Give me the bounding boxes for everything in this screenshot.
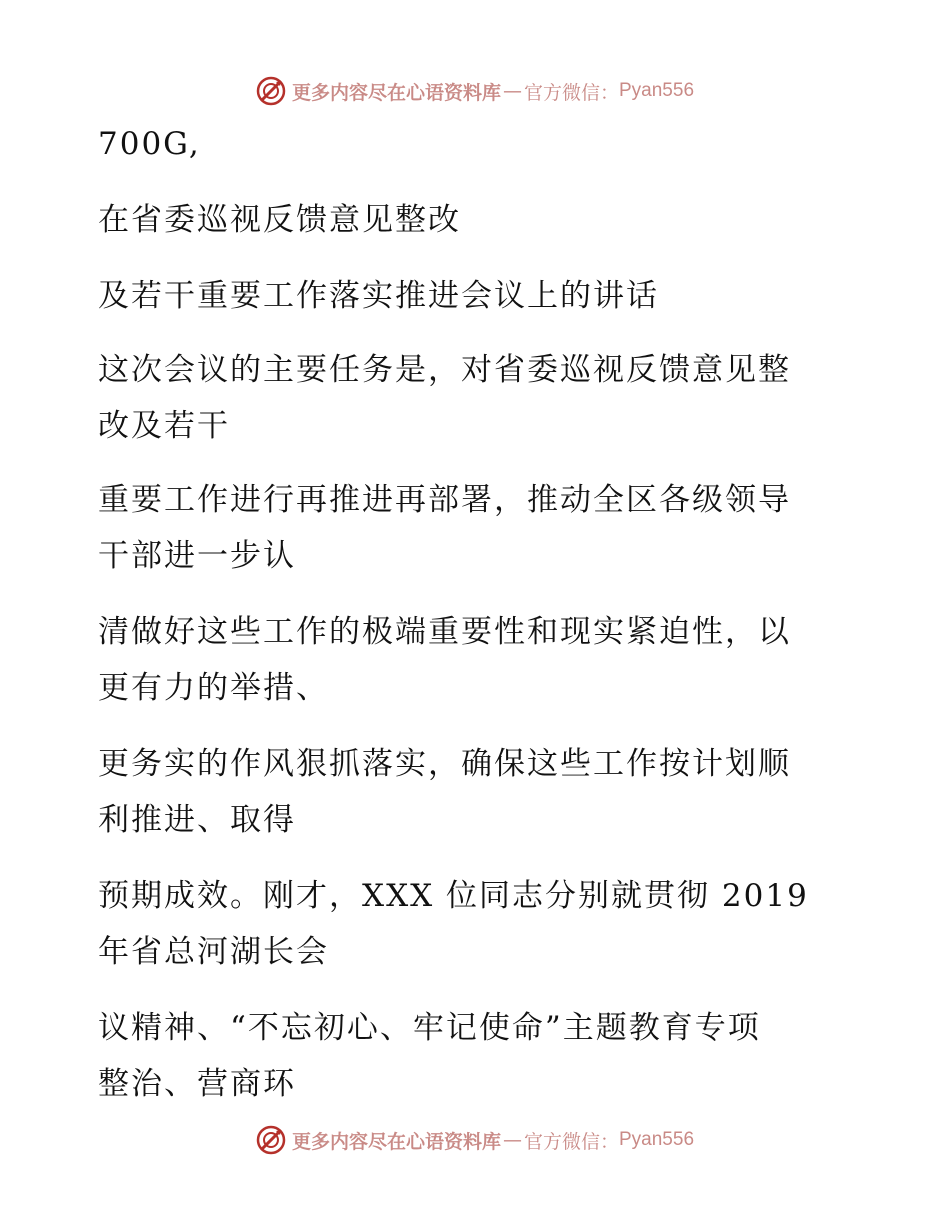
body-line: 预期成效。刚才，XXX 位同志分别就贯彻 2019 <box>98 878 809 914</box>
header-separator: — <box>502 80 522 102</box>
body-line: 重要工作进行再推进再部署，推动全区各级领导 <box>98 482 791 518</box>
footer-banner <box>0 1120 950 1160</box>
header-wechat-id: Pyan556 <box>619 80 695 101</box>
body-line: 更有力的举措、 <box>98 670 329 706</box>
footer-wechat-label: 官方微信： <box>523 1130 619 1153</box>
body-line: 这次会议的主要任务是，对省委巡视反馈意见整 <box>98 352 791 388</box>
footer-wechat-id: Pyan556 <box>619 1129 695 1150</box>
body-line: 及若干重要工作落实推进会议上的讲话 <box>98 278 659 314</box>
body-line: 年省总河湖长会 <box>98 934 329 970</box>
body-line: 700G, <box>98 126 201 162</box>
body-line: 干部进一步认 <box>98 538 296 574</box>
logo-icon <box>256 1125 286 1155</box>
body-line: 清做好这些工作的极端重要性和现实紧迫性，以 <box>98 614 791 650</box>
body-line: 利推进、取得 <box>98 802 296 838</box>
body-line: 更务实的作风狠抓落实，确保这些工作按计划顺 <box>98 746 791 782</box>
body-line: 改及若干 <box>98 408 230 444</box>
logo-icon <box>256 76 286 106</box>
body-line: 议精神、“不忘初心、牢记使命”主题教育专项 <box>98 1010 761 1046</box>
footer-brand-text: 更多内容尽在心语资料库 <box>291 1130 501 1153</box>
header-banner <box>0 71 950 111</box>
body-line: 在省委巡视反馈意见整改 <box>98 202 461 238</box>
header-brand-text: 更多内容尽在心语资料库 <box>291 81 501 104</box>
header-wechat-label: 官方微信： <box>523 81 619 104</box>
footer-separator: — <box>502 1129 522 1151</box>
body-line: 整治、营商环 <box>98 1066 296 1102</box>
